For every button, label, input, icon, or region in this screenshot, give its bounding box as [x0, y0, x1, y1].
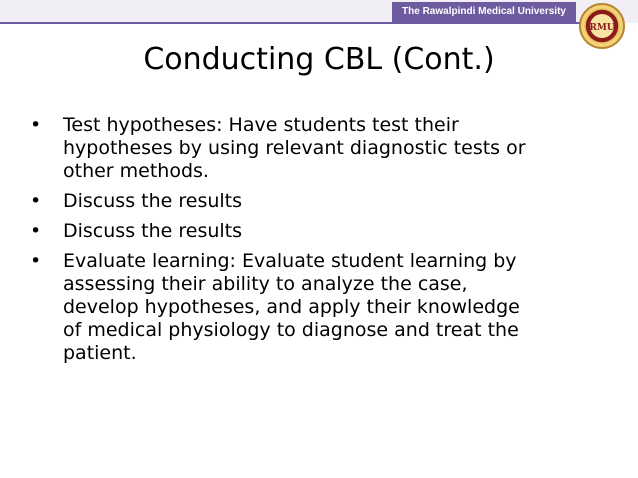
bullet-dot-icon: •: [30, 190, 42, 212]
bullet-line: Discuss the results: [63, 220, 243, 242]
bullet-line: Test hypotheses: Have students test their: [63, 114, 459, 136]
bullet-list: [30, 114, 600, 372]
institution-name: The Rawalpindi Medical University: [392, 2, 576, 22]
slide-title: Conducting CBL (Cont.): [143, 42, 495, 77]
bullet-item: [30, 114, 600, 183]
bullet-dot-icon: •: [30, 114, 42, 136]
bullet-item: [30, 250, 600, 365]
seal-monogram: RMU: [589, 23, 615, 33]
bullet-line: assessing their ability to analyze the case,: [63, 273, 468, 295]
bullet-line: hypotheses by using relevant diagnostic tests or: [63, 137, 526, 159]
header-divider: [0, 22, 580, 24]
bullet-item: [30, 190, 600, 213]
bullet-item: [30, 220, 600, 243]
bullet-line: of medical physiology to diagnose and treat the: [63, 319, 519, 341]
bullet-line: Evaluate learning: Evaluate student learning by: [63, 250, 517, 272]
bullet-line: develop hypotheses, and apply their knowledge: [63, 296, 520, 318]
bullet-dot-icon: •: [30, 220, 42, 242]
bullet-line: patient.: [63, 342, 137, 364]
bullet-line: other methods.: [63, 160, 209, 182]
bullet-dot-icon: •: [30, 250, 42, 272]
bullet-line: Discuss the results: [63, 190, 243, 212]
